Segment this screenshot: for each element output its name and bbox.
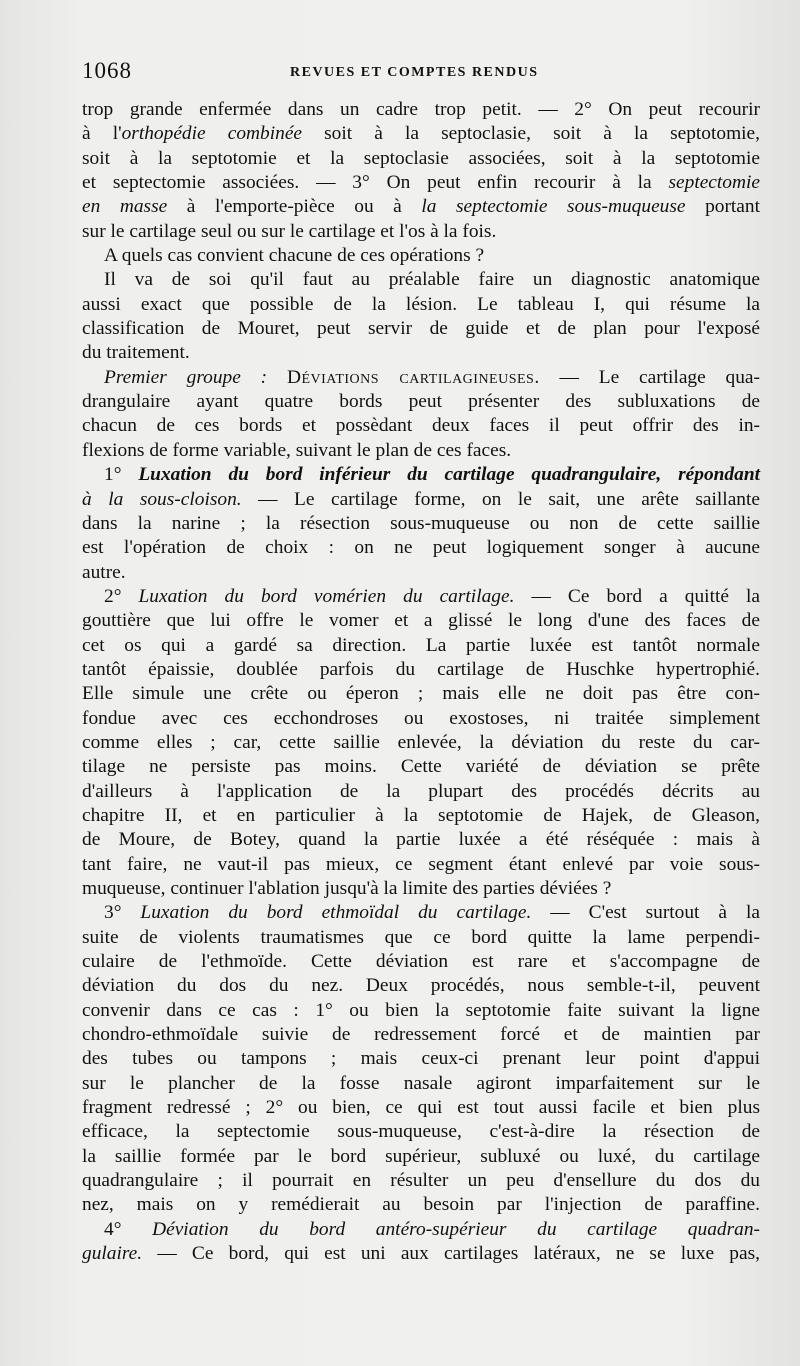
text-line (82, 244, 760, 268)
text-line (82, 98, 760, 122)
text-line (82, 877, 760, 901)
text-segment: efficace, la septectomie sous-muqueuse, c'est-à-dire la résection de (82, 1121, 760, 1143)
text-segment: quadrangulaire ; il pourrait en résulter un peu d'ensellure du dos du (82, 1170, 760, 1192)
text-segment: — Le cartilage qua- (539, 366, 760, 388)
text-line (82, 828, 760, 852)
text-segment: tilage ne persiste pas moins. Cette variété de déviation se prête (82, 756, 760, 778)
text-segment: à l'emporte-pièce ou à (167, 196, 422, 218)
text-line (82, 901, 760, 925)
text-segment: Premier groupe : (104, 366, 287, 388)
text-line (82, 536, 760, 560)
text-line (82, 439, 760, 463)
text-line (82, 171, 760, 195)
text-line (82, 488, 760, 512)
text-segment: culaire de l'ethmoïde. Cette déviation est rare et s'accompagne de (82, 951, 760, 973)
text-segment: Luxation du bord ethmoïdal du cartilage. (140, 902, 532, 924)
text-segment: Luxation du bord inférieur du cartilage quadrangulaire, répondant (138, 464, 760, 486)
text-line (82, 512, 760, 536)
page-number: 1068 (82, 58, 132, 83)
text-segment: à la sous-cloison. (82, 488, 242, 510)
text-segment: nez, mais on y remédierait au besoin par l'injection de paraffine. (82, 1194, 760, 1216)
text-segment: sur le cartilage seul ou sur le cartilage et l'os à la fois. (82, 220, 497, 242)
text-line (82, 1072, 760, 1096)
text-segment: portant (685, 196, 760, 218)
text-segment: 4° (104, 1218, 153, 1240)
text-line (82, 780, 760, 804)
text-line (82, 561, 760, 585)
text-line (82, 414, 760, 438)
text-segment: en masse (82, 196, 168, 218)
text-segment: gulaire. (82, 1243, 143, 1265)
text-segment: chapitre II, et en particulier à la septotomie de Hajek, de Gleason, (82, 804, 760, 826)
text-segment: cet os qui a gardé sa direction. La partie luxée est tantôt normale (82, 634, 760, 656)
text-segment: du traitement. (82, 342, 190, 364)
text-segment: classification de Mouret, peut servir de guide et de plan pour l'exposé (82, 318, 760, 340)
text-line (82, 853, 760, 877)
text-segment: fragment redressé ; 2° ou bien, ce qui est tout aussi facile et bien plus (82, 1097, 760, 1119)
running-head: REVUES ET COMPTES RENDUS (290, 65, 539, 80)
text-segment: des tubes ou tampons ; mais ceux-ci prenant leur point d'appui (82, 1048, 760, 1070)
text-line (82, 317, 760, 341)
text-segment: convenir dans ce cas : 1° ou bien la septotomie faite suivant la ligne (82, 999, 760, 1021)
text-segment: soit à la septotomie et la septoclasie associées, soit à la septotomie (82, 147, 760, 169)
text-segment: chacun de ces bords et possèdant deux faces il peut offrir des in- (82, 415, 760, 437)
text-segment: muqueuse, continuer l'ablation jusqu'à la limite des parties déviées ? (82, 878, 612, 899)
text-segment: d'ailleurs à l'application de la plupart des procédés décrits au (82, 780, 760, 802)
text-line (82, 1047, 760, 1071)
text-segment: Déviations cartilagineuses. (286, 366, 540, 388)
text-segment: septectomie (668, 172, 760, 194)
text-line (82, 1023, 760, 1047)
text-segment: — Ce bord a quitté la (514, 585, 760, 607)
text-line (82, 341, 760, 365)
text-line (82, 1193, 760, 1217)
text-segment: 1° (104, 464, 139, 486)
text-segment: flexions de forme variable, suivant le plan de ces faces. (82, 439, 512, 461)
text-segment: déviation du dos du nez. Deux procédés, nous semble-t-il, peuvent (82, 975, 760, 997)
text-line (82, 122, 760, 146)
text-segment: — C'est surtout à la (531, 902, 760, 924)
text-segment: de Moure, de Botey, quand la partie luxée a été réséquée : mais à (82, 829, 760, 851)
text-line (82, 1120, 760, 1144)
text-segment: Il va de soi qu'il faut au préalable faire un diagnostic anatomique (104, 269, 760, 291)
text-line (82, 926, 760, 950)
text-segment: Déviation du bord antéro-supérieur du cartilage quadran- (152, 1218, 760, 1240)
text-segment: 3° (104, 902, 141, 924)
text-line (82, 804, 760, 828)
text-line (82, 731, 760, 755)
text-line (82, 682, 760, 706)
text-segment: orthopédie combinée (121, 123, 303, 145)
text-line (82, 974, 760, 998)
text-segment: dans la narine ; la résection sous-muqueuse ou non de cette saillie (82, 512, 760, 534)
body-text (82, 98, 760, 1267)
text-segment: trop grande enfermée dans un cadre trop petit. — 2° On peut recourir (82, 99, 760, 120)
text-line (82, 463, 760, 487)
text-segment: aussi exact que possible de la lésion. Le tableau I, qui résume la (82, 293, 760, 315)
text-segment: — Le cartilage forme, on le sait, une arête saillante (241, 488, 760, 510)
page-header (82, 58, 762, 88)
text-line (82, 220, 760, 244)
text-line (82, 1169, 760, 1193)
text-segment: la saillie formée par le bord supérieur, subluxé ou luxé, du cartilage (82, 1145, 760, 1167)
text-segment: — Ce bord, qui est uni aux cartilages latéraux, ne se luxe pas, (142, 1243, 760, 1265)
text-segment: comme elles ; car, cette saillie enlevée, la déviation du reste du car- (82, 731, 760, 753)
text-segment: suite de violents traumatismes que ce bord quitte la lame perpendi- (82, 926, 760, 948)
text-line (82, 658, 760, 682)
text-line (82, 195, 760, 219)
text-segment: gouttière que lui offre le vomer et a glissé le long d'une des faces de (82, 610, 760, 632)
text-segment: et septectomie associées. — 3° On peut enfin recourir à la (82, 172, 669, 194)
text-line (82, 390, 760, 414)
text-line (82, 755, 760, 779)
text-segment: à l' (82, 123, 122, 145)
text-line (82, 1096, 760, 1120)
text-line (82, 1145, 760, 1169)
text-line (82, 950, 760, 974)
text-line (82, 707, 760, 731)
text-segment: fondue avec ces ecchondroses ou exostoses, ni traitée simplement (82, 707, 760, 729)
text-line (82, 293, 760, 317)
text-segment: A quels cas convient chacune de ces opérations ? (104, 245, 485, 267)
text-segment: autre. (82, 561, 126, 583)
text-line (82, 366, 760, 390)
text-line (82, 634, 760, 658)
text-segment: soit à la septoclasie, soit à la septotomie, (302, 123, 761, 145)
text-line (82, 268, 760, 292)
text-segment: 2° (104, 585, 139, 607)
text-line (82, 585, 760, 609)
text-segment: est l'opération de choix : on ne peut logiquement songer à aucune (82, 537, 760, 559)
text-line (82, 1218, 760, 1242)
text-segment: Luxation du bord vomérien du cartilage. (138, 585, 515, 607)
text-segment: la septectomie sous-muqueuse (421, 196, 686, 218)
text-segment: tant faire, ne vaut-il pas mieux, ce segment étant enlevé par voie sous- (82, 853, 760, 875)
text-line (82, 1242, 760, 1266)
text-segment: drangulaire ayant quatre bords peut présenter des subluxations de (82, 391, 760, 413)
text-line (82, 147, 760, 171)
text-line (82, 609, 760, 633)
text-segment: tantôt épaissie, doublée parfois du cartilage de Huschke hypertrophié. (82, 658, 760, 680)
text-segment: Elle simule une crête ou éperon ; mais elle ne doit pas être con- (82, 683, 760, 705)
text-segment: chondro-ethmoïdale suivie de redressement forcé et de maintien par (82, 1024, 760, 1046)
text-segment: sur le plancher de la fosse nasale agiront imparfaitement sur le (82, 1072, 760, 1094)
text-line (82, 999, 760, 1023)
